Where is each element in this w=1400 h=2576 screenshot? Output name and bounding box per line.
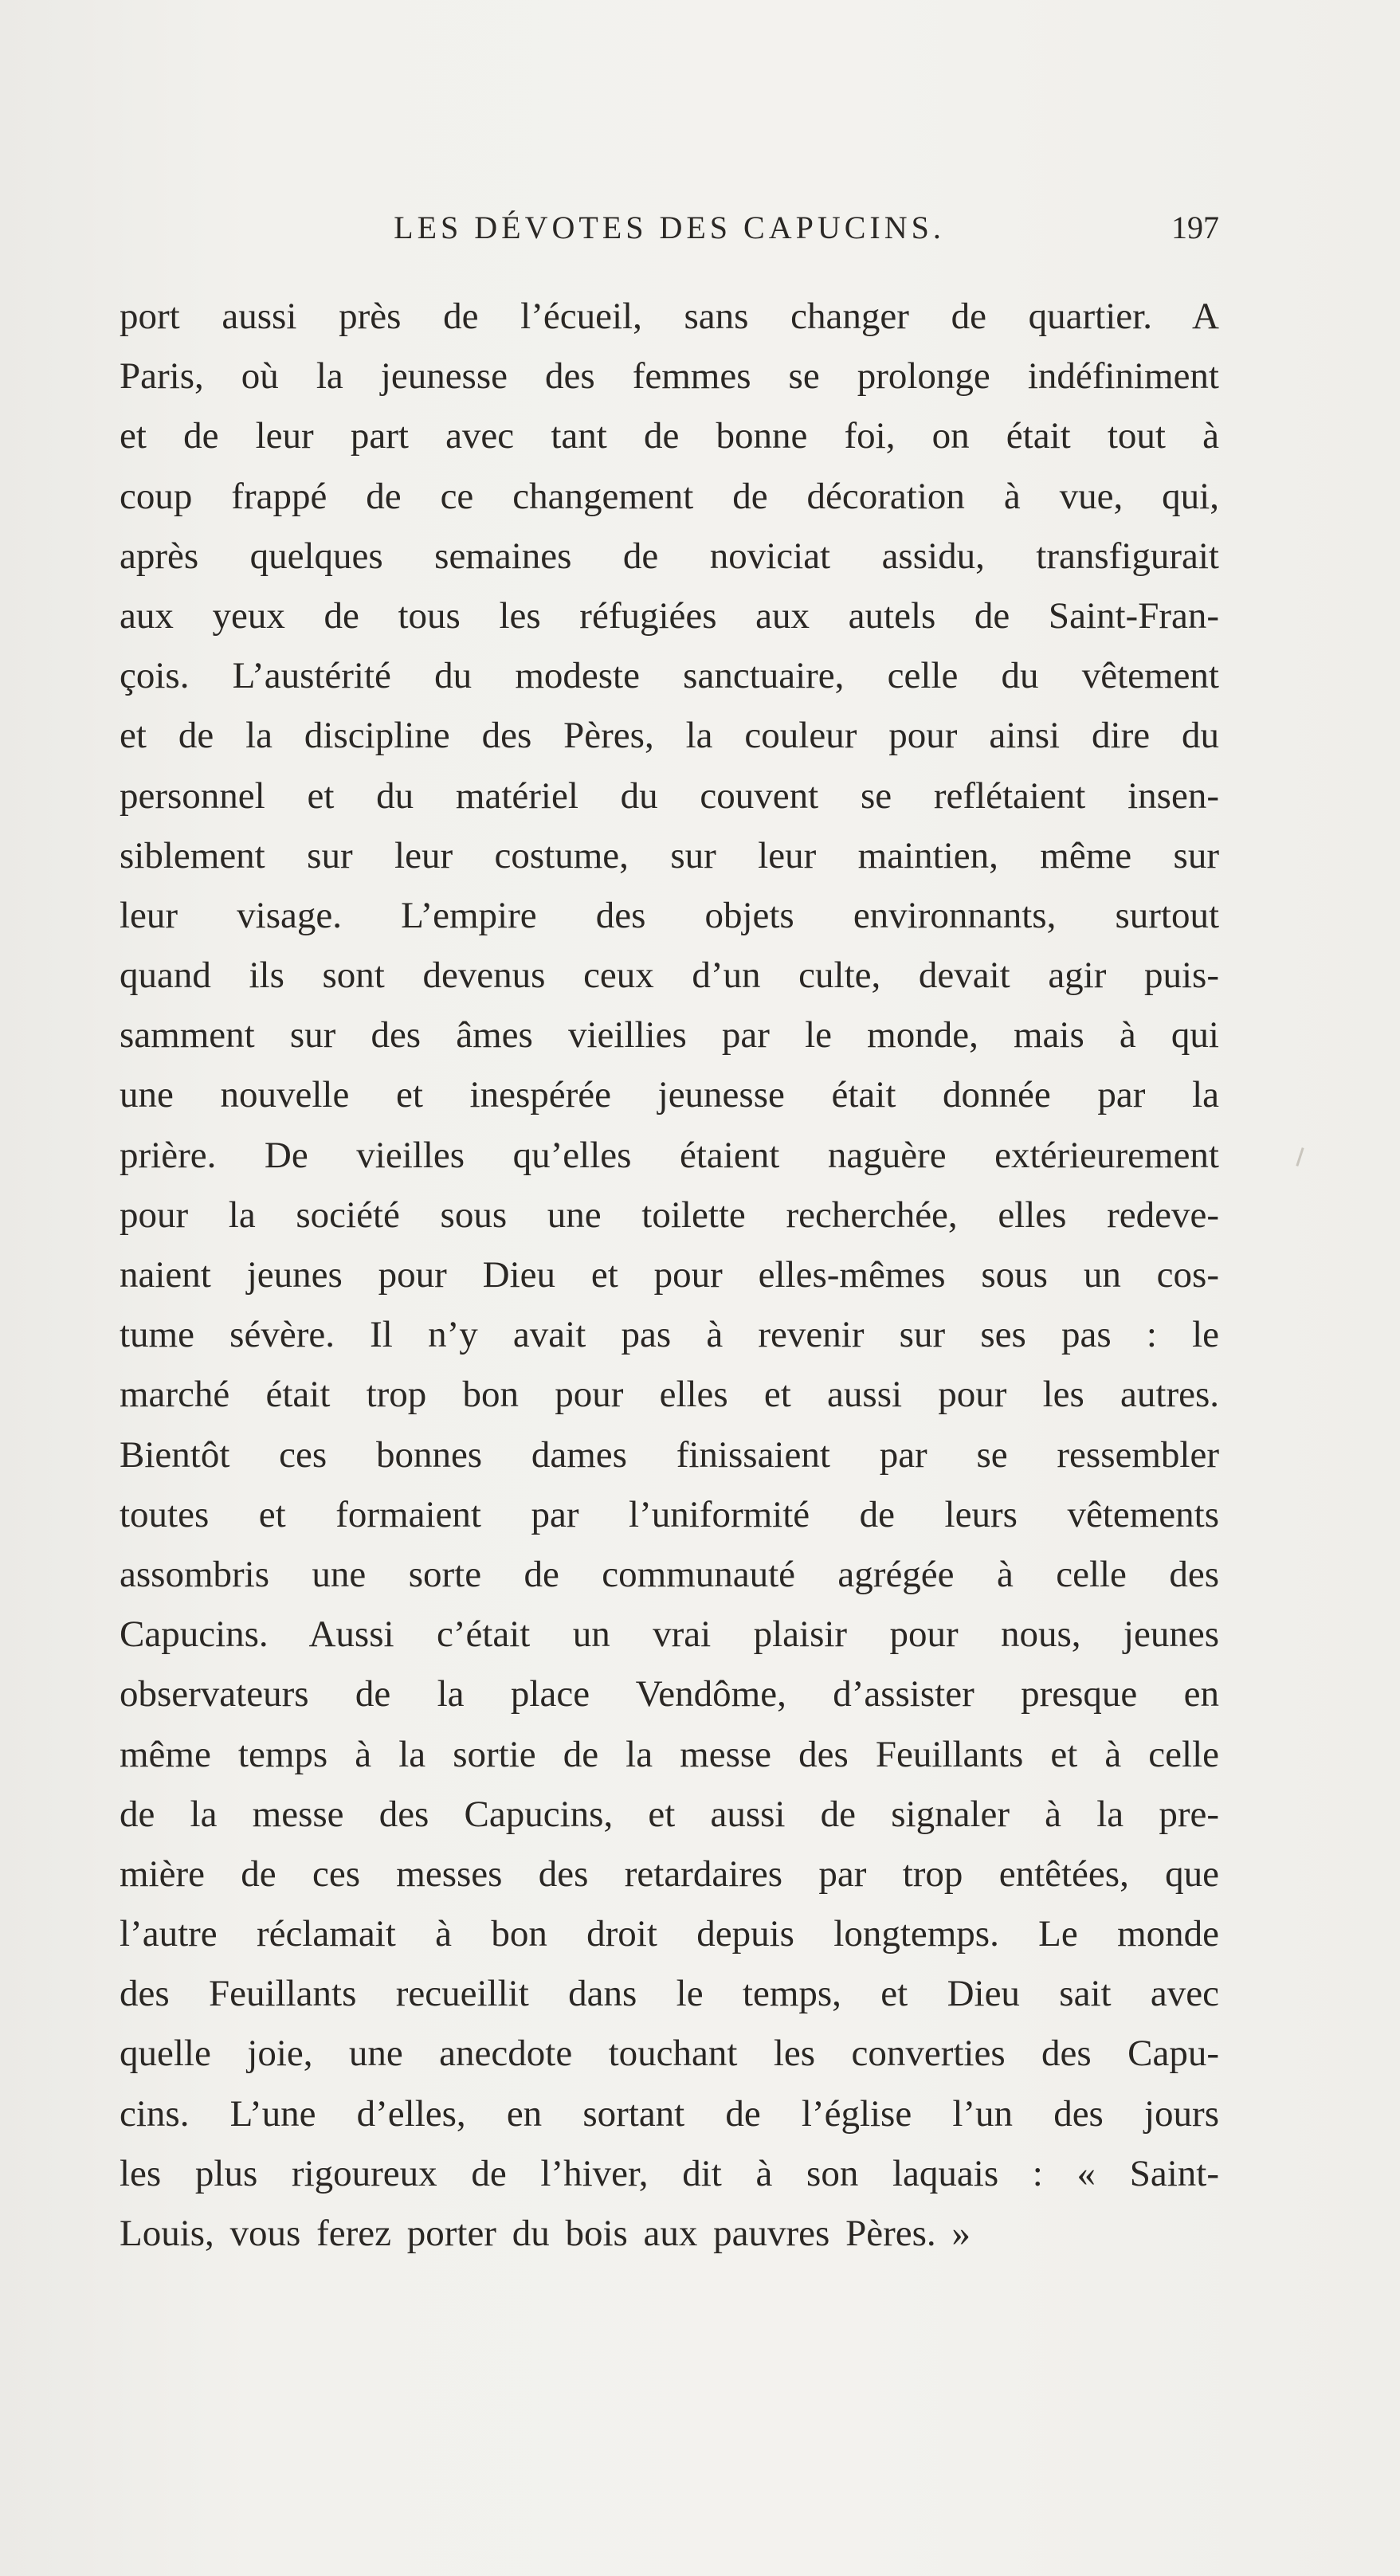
text-line: assombris une sorte de communauté agrégée à celle des [120,1553,1219,1595]
paper-mark [1296,1147,1304,1166]
text-line: toutes et formaient par l’uniformité de leurs vêtements [120,1493,1219,1535]
text-line: mière de ces messes des retardaires par trop entêtées, que [120,1853,1219,1895]
text-line: observateurs de la place Vendôme, d’assister presque en [120,1673,1219,1715]
text-line: Bientôt ces bonnes dames finissaient par se ressembler [120,1433,1219,1476]
text-line: leur visage. L’empire des objets environnants, surtout [120,894,1219,936]
text-line: quelle joie, une anecdote touchant les converties des Capu- [120,2033,1219,2075]
text-line: tume sévère. Il n’y avait pas à revenir sur ses pas : le [120,1314,1219,1356]
text-line: aux yeux de tous les réfugiées aux autels de Saint-Fran- [120,594,1219,637]
body-text [120,287,1219,2264]
text-line: siblement sur leur costume, sur leur maintien, même sur [120,834,1219,876]
text-line: Capucins. Aussi c’était un vrai plaisir pour nous, jeunes [120,1613,1219,1656]
text-line: et de leur part avec tant de bonne foi, on était tout à [120,415,1219,457]
running-head [120,209,1219,265]
text-line: quand ils sont devenus ceux d’un culte, devait agir puis- [120,955,1219,997]
page-number: 197 [1171,210,1219,245]
text-line: pour la société sous une toilette recherchée, elles redeve- [120,1194,1219,1236]
text-line: samment sur des âmes vieillies par le monde, mais à qui [120,1014,1219,1057]
text-line: l’autre réclamait à bon droit depuis longtemps. Le monde [120,1913,1219,1955]
text-line: port aussi près de l’écueil, sans changer de quartier. A [120,296,1219,337]
text-line: Paris, où la jeunesse des femmes se prolonge indéfiniment [120,355,1219,398]
text-line: marché était trop bon pour elles et aussi pour les autres. [120,1374,1219,1416]
text-line-final: Louis, vous ferez porter du bois aux pauvres Pères. » [120,2213,971,2254]
text-line: même temps à la sortie de la messe des Feuillants et à celle [120,1733,1219,1775]
text-line: çois. L’austérité du modeste sanctuaire, celle du vêtement [120,655,1219,697]
text-line: des Feuillants recueillit dans le temps, et Dieu sait avec [120,1973,1219,2015]
text-line: de la messe des Capucins, et aussi de signaler à la pre- [120,1793,1219,1835]
text-line: une nouvelle et inespérée jeunesse était donnée par la [120,1074,1219,1116]
text-line: et de la discipline des Pères, la couleur pour ainsi dire du [120,715,1219,757]
text-line: les plus rigoureux de l’hiver, dit à son laquais : « Saint- [120,2152,1219,2194]
text-line: coup frappé de ce changement de décoration à vue, qui, [120,475,1219,517]
text-line: après quelques semaines de noviciat assidu, transfigurait [120,535,1219,577]
text-line: prière. De vieilles qu’elles étaient naguère extérieurement [120,1134,1219,1176]
text-line: naient jeunes pour Dieu et pour elles-mêmes sous un cos- [120,1254,1219,1296]
running-title: LES DÉVOTES DES CAPUCINS. [394,210,945,245]
text-line: personnel et du matériel du couvent se reflétaient insen- [120,774,1219,817]
text-line: cins. L’une d’elles, en sortant de l’église l’un des jours [120,2092,1219,2135]
